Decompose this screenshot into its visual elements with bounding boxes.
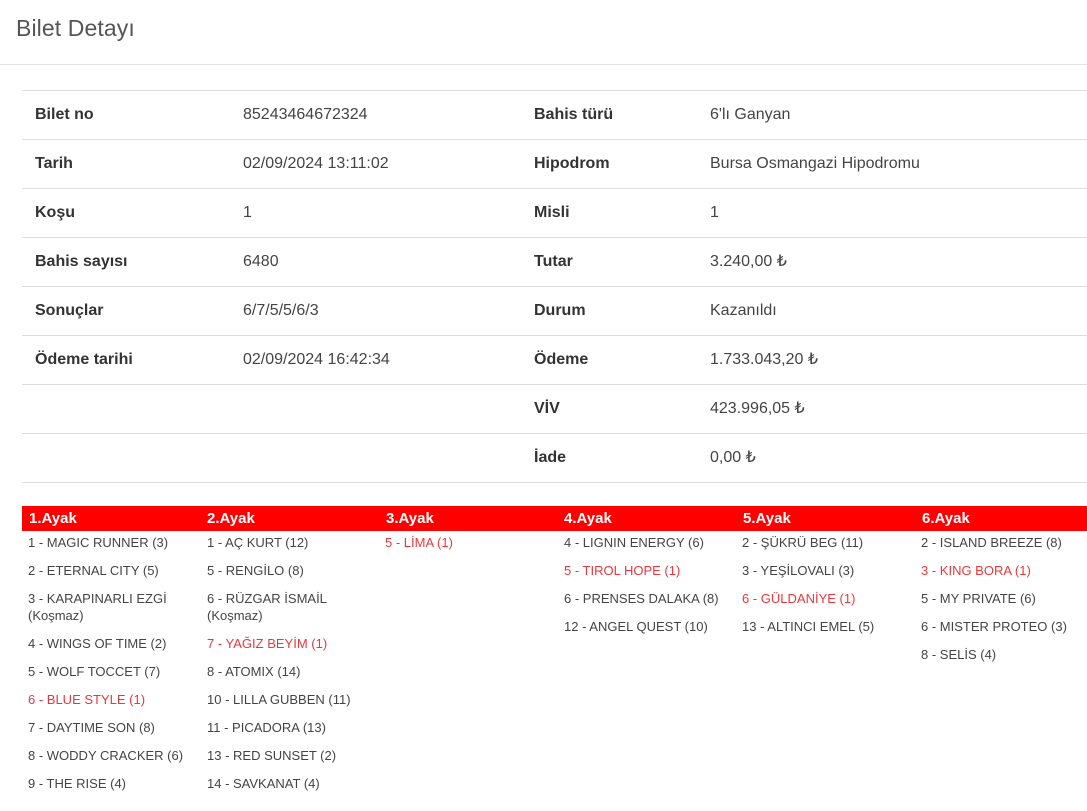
detail-row: [22, 434, 1087, 483]
refund-label: İade: [534, 449, 567, 466]
multiplier-label: Misli: [534, 204, 570, 221]
horse-entry: 5 - RENGİLO (8): [207, 563, 304, 578]
bet-count-value: 6480: [243, 253, 279, 270]
race-value: 1: [243, 204, 252, 221]
payment-value: 1.733.043,20 ₺: [710, 351, 819, 368]
viv-value: 423.996,05 ₺: [710, 400, 805, 417]
horse-entry: 11 - PICADORA (13): [207, 720, 326, 735]
horse-entry-winner: 7 - YAĞIZ BEYİM (1): [207, 636, 328, 651]
horse-entry: 1 - AÇ KURT (12): [207, 535, 309, 550]
leg-title: 6.Ayak: [922, 510, 970, 527]
payment-date-label: Ödeme tarihi: [35, 351, 133, 368]
horse-entry: 13 - ALTINCI EMEL (5): [742, 619, 875, 634]
horse-entry: 6 - RÜZGAR İSMAİL (Koşmaz): [207, 591, 327, 623]
horse-entry: 3 - KARAPINARLI EZGİ (Koşmaz): [28, 591, 167, 623]
horse-entry: 7 - DAYTIME SON (8): [28, 720, 155, 735]
detail-row: [22, 336, 1087, 385]
leg-1-horse-list: [28, 534, 204, 803]
hippodrome-label: Hipodrom: [534, 155, 610, 172]
leg-4-horse-list: [564, 534, 740, 646]
leg-title: 1.Ayak: [29, 510, 77, 527]
horse-entry: 12 - ANGEL QUEST (10): [564, 619, 708, 634]
results-label: Sonuçlar: [35, 302, 104, 319]
horse-entry-winner: 6 - BLUE STYLE (1): [28, 692, 146, 707]
race-label: Koşu: [35, 204, 75, 221]
horse-entry-winner: 5 - TIROL HOPE (1): [564, 563, 681, 578]
refund-value: 0,00 ₺: [710, 449, 756, 466]
horse-entry: 4 - WINGS OF TIME (2): [28, 636, 167, 651]
status-label: Durum: [534, 302, 586, 319]
horse-entry: 10 - LILLA GUBBEN (11): [207, 692, 351, 707]
horse-entry-winner: 3 - KING BORA (1): [921, 563, 1031, 578]
leg-title: 5.Ayak: [743, 510, 791, 527]
legs-header-bar: [22, 506, 1087, 531]
detail-row: [22, 238, 1087, 287]
detail-row: [22, 189, 1087, 238]
page-header: [0, 0, 1087, 65]
payment-date-value: 02/09/2024 16:42:34: [243, 351, 390, 368]
detail-row: [22, 91, 1087, 140]
date-value: 02/09/2024 13:11:02: [243, 155, 389, 172]
leg-3-horse-list: [385, 534, 561, 562]
horse-entry: 2 - ETERNAL CITY (5): [28, 563, 159, 578]
status-value: Kazanıldı: [710, 302, 777, 319]
detail-row: [22, 287, 1087, 336]
horse-entry: 13 - RED SUNSET (2): [207, 748, 337, 763]
amount-label: Tutar: [534, 253, 573, 270]
horse-entry: 5 - MY PRIVATE (6): [921, 591, 1036, 606]
bet-type-value: 6'lı Ganyan: [710, 106, 791, 123]
leg-5-horse-list: [742, 534, 918, 646]
detail-row: [22, 385, 1087, 434]
horse-entry: 4 - LIGNIN ENERGY (6): [564, 535, 704, 550]
leg-title: 2.Ayak: [207, 510, 255, 527]
horse-entry: 2 - ISLAND BREEZE (8): [921, 535, 1062, 550]
leg-title: 3.Ayak: [386, 510, 434, 527]
legs-section: [22, 506, 1087, 791]
multiplier-value: 1: [710, 204, 719, 221]
horse-entry: 6 - MISTER PROTEO (3): [921, 619, 1067, 634]
leg-2-horse-list: [207, 534, 383, 803]
page-title: Bilet Detayı: [16, 15, 135, 41]
viv-label: VİV: [534, 400, 560, 417]
leg-6-horse-list: [921, 534, 1087, 674]
horse-entry-winner: 5 - LİMA (1): [385, 535, 453, 550]
ticket-no-value: 85243464672324: [243, 106, 368, 123]
results-value: 6/7/5/5/6/3: [243, 302, 319, 319]
horse-entry: 5 - WOLF TOCCET (7): [28, 664, 161, 679]
horse-entry: 9 - THE RISE (4): [28, 776, 127, 791]
leg-title: 4.Ayak: [564, 510, 612, 527]
bet-type-label: Bahis türü: [534, 106, 614, 123]
horse-entry: 2 - ŞÜKRÜ BEG (11): [742, 535, 864, 550]
horse-entry: 1 - MAGIC RUNNER (3): [28, 535, 169, 550]
detail-row: [22, 140, 1087, 189]
horse-entry: 14 - SAVKANAT (4): [207, 776, 320, 791]
payment-label: Ödeme: [534, 351, 589, 368]
bet-count-label: Bahis sayısı: [35, 253, 128, 270]
date-label: Tarih: [35, 155, 73, 172]
horse-entry: 8 - ATOMIX (14): [207, 664, 301, 679]
amount-value: 3.240,00 ₺: [710, 253, 787, 270]
hippodrome-value: Bursa Osmangazi Hipodromu: [710, 155, 920, 172]
ticket-no-label: Bilet no: [35, 106, 94, 123]
ticket-details-table: [22, 90, 1087, 483]
horse-entry: 6 - PRENSES DALAKA (8): [564, 591, 719, 606]
horse-entry: 8 - SELİS (4): [921, 647, 997, 662]
horse-entry: 3 - YEŞİLOVALI (3): [742, 563, 855, 578]
horse-entry: 8 - WODDY CRACKER (6): [28, 748, 184, 763]
horse-entry-winner: 6 - GÜLDANİYE (1): [742, 591, 856, 606]
